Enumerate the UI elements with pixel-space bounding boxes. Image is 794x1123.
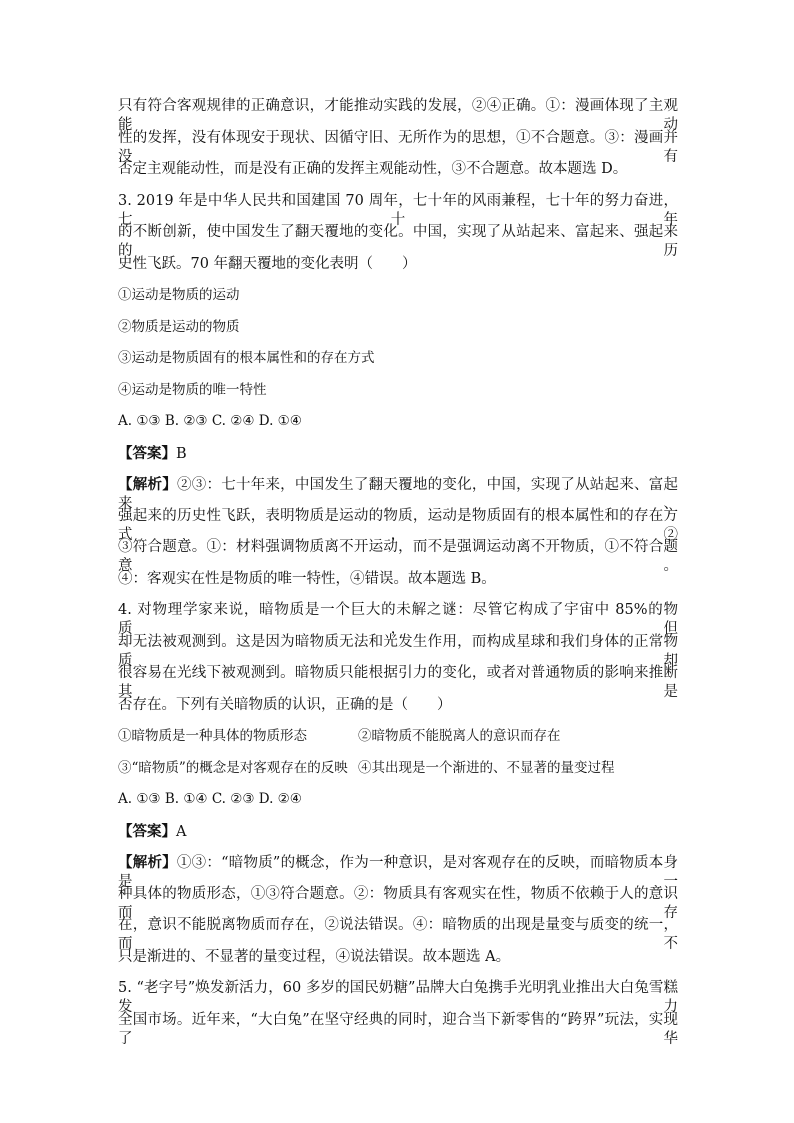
q4-answer bbox=[118, 822, 678, 854]
q3-option-2: ②物质是运动的物质 bbox=[118, 318, 240, 335]
q4-analysis-line-4: 只是渐进的、不显著的量变过程，④说法错误。故本题选 A。 bbox=[118, 948, 511, 965]
q4-option-3: ③“暗物质”的概念是对客观存在的反映 bbox=[118, 759, 348, 776]
q5-stem-line-2: 全国市场。近年来，“大白兔”在坚守经典的同时，迎合当下新零售的“跨界”玩法，实现了华 bbox=[118, 1011, 678, 1047]
q4-choices: A. ①③ B. ①④ C. ②③ D. ②④ bbox=[118, 791, 302, 807]
document-content bbox=[118, 97, 679, 1047]
q4-analysis-text-1: ①③：“暗物质”的概念，作为一种意识，是对客观存在的反映，而暗物质本身是一 bbox=[118, 855, 679, 890]
q4-options-row-2 bbox=[118, 759, 678, 791]
q3-option-4: ④运动是物质的唯一特性 bbox=[118, 381, 267, 398]
q4-answer-tag: 【答案】 bbox=[118, 822, 176, 840]
q3-analysis-line-1 bbox=[118, 475, 679, 512]
intro-line-1: 只有符合客观规律的正确意识，才能推动实践的发展，②④正确。①：漫画体现了主观能动 bbox=[118, 98, 678, 133]
intro-section bbox=[118, 97, 678, 192]
q3-answer-tag: 【答案】 bbox=[118, 444, 176, 462]
question-4 bbox=[118, 601, 678, 979]
q3-analysis-line-3: ③符合题意。①：材料强调物质离不开运动，而不是强调运动离不开物质，①不符合题意。 bbox=[118, 539, 678, 574]
question-3 bbox=[118, 192, 678, 602]
q3-answer-value: B bbox=[176, 445, 187, 462]
question-5 bbox=[118, 979, 678, 1047]
q3-option-3: ③运动是物质固有的根本属性和的存在方式 bbox=[118, 350, 375, 366]
q4-analysis-tag: 【解析】 bbox=[118, 854, 177, 871]
intro-line-3: 否定主观能动性，而是没有正确的发挥主观能动性，③不合题意。故本题选 D。 bbox=[118, 161, 628, 177]
q4-option-1: ①暗物质是一种具体的物质形态 bbox=[118, 728, 307, 744]
q4-option-4: ④其出现是一个渐进的、不显著的量变过程 bbox=[358, 759, 615, 776]
q4-analysis-line-2: 种具体的物质形态，①③符合题意。②：物质具有客观实在性，物质不依赖于人的意识而存 bbox=[118, 885, 678, 921]
q3-answer bbox=[118, 444, 678, 476]
q3-stem-line-1: 3. 2019 年是中华人民共和国建国 70 周年，七十年的风雨兼程，七十年的努力奋进，七十年 bbox=[118, 192, 678, 228]
q3-option-1: ①运动是物质的运动 bbox=[118, 287, 240, 303]
q4-options-row-1 bbox=[118, 727, 678, 759]
q3-analysis-line-2: 强起来的历史性飞跃，表明物质是运动的物质，运动是物质固有的根本属性和的存在方式，② bbox=[118, 507, 678, 543]
q4-analysis-line-1 bbox=[118, 853, 679, 890]
q3-analysis-line-4: ④：客观实在性是物质的唯一特性，④错误。故本题选 B。 bbox=[118, 570, 496, 587]
q3-stem-line-3: 史性飞跃。70 年翻天覆地的变化表明（ ） bbox=[118, 255, 417, 272]
q4-stem-line-3: 很容易在光线下被观测到。暗物质只能根据引力的变化，或者对普通物质的影响来推断其是 bbox=[118, 665, 678, 700]
q4-stem-line-4: 否存在。下列有关暗物质的认识，正确的是（ ） bbox=[118, 696, 452, 713]
q3-analysis-tag: 【解析】 bbox=[118, 476, 177, 493]
q3-analysis-text-1: ②③：七十年来，中国发生了翻天覆地的变化，中国，实现了从站起来、富起来、 bbox=[118, 477, 679, 512]
intro-line-2: 性的发挥，没有体现安于现状、因循守旧、无所作为的思想，①不合题意。③：漫画并没有 bbox=[118, 129, 678, 165]
q4-stem-line-1: 4. 对物理学家来说，暗物质是一个巨大的未解之谜：尽管它构成了宇宙中 85%的物质，但 bbox=[118, 602, 678, 637]
q4-analysis-line-3: 在，意识不能脱离物质而存在，②说法错误。④：暗物质的出现是量变与质变的统一，而不 bbox=[118, 917, 678, 952]
q4-stem-line-2: 却无法被观测到。这是因为暗物质无法和光发生作用，而构成星球和我们身体的正常物质却 bbox=[118, 633, 678, 669]
q3-stem-line-2: 的不断创新，使中国发生了翻天覆地的变化。中国，实现了从站起来、富起来、强起来的历 bbox=[118, 224, 678, 259]
q5-stem-line-1: 5. “老字号”焕发新活力，60 多岁的国民奶糖”品牌大白兔携手光明乳业推出大白兔雪糕发力 bbox=[118, 980, 678, 1015]
q3-choices: A. ①③ B. ②③ C. ②④ D. ①④ bbox=[118, 413, 302, 429]
q4-option-2: ②暗物质不能脱离人的意识而存在 bbox=[358, 728, 561, 744]
q4-answer-value: A bbox=[176, 823, 187, 840]
